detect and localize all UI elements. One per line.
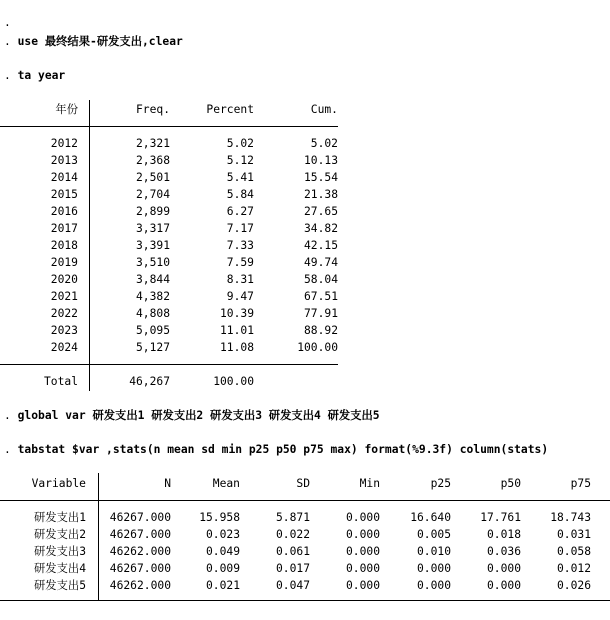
command-line-use [4, 35, 183, 49]
year-table-header-freq: Freq. [135, 103, 170, 116]
stat-table-bottom-rule [0, 600, 610, 601]
stat-table-header-sd: SD [296, 477, 310, 490]
year-table-total-percent: 100.00 [213, 375, 254, 388]
year-table-cell-cum: 49.74 [303, 256, 338, 269]
stat-table-header-min: Min [359, 477, 380, 490]
year-table-cell-year: 2017 [50, 222, 78, 235]
year-table-cell-percent: 11.01 [219, 324, 254, 337]
year-table-cell-freq: 2,368 [135, 154, 170, 167]
stat-table-cell-mean: 15.958 [199, 511, 240, 524]
year-table-cell-freq: 2,704 [135, 188, 170, 201]
stat-table-header-n: N [164, 477, 171, 490]
stat-table-header-variable: Variable [31, 477, 86, 490]
stat-table-cell-min: 0.000 [345, 579, 380, 592]
year-table-cell-cum: 34.82 [303, 222, 338, 235]
stat-table-cell-p75: 0.031 [556, 528, 591, 541]
stat-table-cell-variable: 研发支出2 [34, 528, 86, 541]
year-table-cell-cum: 42.15 [303, 239, 338, 252]
year-table-cell-percent: 9.47 [226, 290, 254, 303]
year-table-cell-freq: 3,317 [135, 222, 170, 235]
year-table-cell-freq: 3,844 [135, 273, 170, 286]
year-table-cell-year: 2012 [50, 137, 78, 150]
year-table-cell-cum: 67.51 [303, 290, 338, 303]
year-table-header-year: 年份 [55, 103, 78, 116]
stat-table-cell-n: 46267.000 [109, 562, 171, 575]
year-table-cell-freq: 4,808 [135, 307, 170, 320]
year-table-cell-cum: 77.91 [303, 307, 338, 320]
stat-table-cell-n: 46262.000 [109, 579, 171, 592]
year-table-cell-percent: 11.08 [219, 341, 254, 354]
stat-table-cell-n: 46267.000 [109, 528, 171, 541]
year-table-cell-cum: 88.92 [303, 324, 338, 337]
year-table-cell-cum: 10.13 [303, 154, 338, 167]
year-table-cell-year: 2019 [50, 256, 78, 269]
stat-table-cell-p25: 16.640 [410, 511, 451, 524]
year-table-header-cum: Cum. [310, 103, 338, 116]
year-table-cell-freq: 3,510 [135, 256, 170, 269]
stat-table-cell-p75: 0.012 [556, 562, 591, 575]
stat-table-cell-variable: 研发支出3 [34, 545, 86, 558]
stat-table-cell-p25: 0.000 [416, 562, 451, 575]
command-prompt: . [4, 69, 11, 82]
stat-table-cell-min: 0.000 [345, 562, 380, 575]
stat-table-cell-sd: 0.022 [275, 528, 310, 541]
year-table-cell-freq: 2,321 [135, 137, 170, 150]
command-text-use: use 最终结果-研发支出,clear [17, 35, 183, 48]
stat-table-cell-p50: 0.018 [486, 528, 521, 541]
stat-table-cell-p25: 0.000 [416, 579, 451, 592]
command-prompt: . [4, 35, 11, 48]
stat-table-header-mean: Mean [212, 477, 240, 490]
stat-table-cell-p50: 17.761 [480, 511, 521, 524]
year-table-cell-year: 2018 [50, 239, 78, 252]
year-table-header-rule [0, 126, 338, 127]
command-prompt: . [4, 409, 11, 422]
stat-table-header-rule [0, 500, 610, 501]
stat-table-cell-mean: 0.009 [205, 562, 240, 575]
year-table-cell-cum: 100.00 [297, 341, 338, 354]
stat-table-cell-sd: 5.871 [275, 511, 310, 524]
year-table-cell-percent: 6.27 [226, 205, 254, 218]
command-text-global: global var 研发支出1 研发支出2 研发支出3 研发支出4 研发支出5 [17, 409, 380, 422]
stat-table-cell-p75: 0.026 [556, 579, 591, 592]
year-table-cell-percent: 5.41 [226, 171, 254, 184]
year-table-cell-cum: 58.04 [303, 273, 338, 286]
command-line-tabstat [4, 443, 548, 457]
stat-table-cell-sd: 0.061 [275, 545, 310, 558]
year-table-cell-freq: 2,899 [135, 205, 170, 218]
year-table-cell-year: 2024 [50, 341, 78, 354]
year-table-cell-cum: 5.02 [310, 137, 338, 150]
year-table-cell-percent: 7.59 [226, 256, 254, 269]
stat-table-cell-p75: 18.743 [550, 511, 591, 524]
year-table-cell-freq: 3,391 [135, 239, 170, 252]
year-table-cell-cum: 27.65 [303, 205, 338, 218]
stat-table-cell-mean: 0.049 [205, 545, 240, 558]
year-table-cell-cum: 21.38 [303, 188, 338, 201]
stat-table-cell-sd: 0.017 [275, 562, 310, 575]
year-table-cell-freq: 4,382 [135, 290, 170, 303]
stat-table-cell-p50: 0.000 [486, 579, 521, 592]
year-table-cell-percent: 7.17 [226, 222, 254, 235]
stat-table-cell-sd: 0.047 [275, 579, 310, 592]
year-table-cell-year: 2021 [50, 290, 78, 303]
year-table-cell-year: 2016 [50, 205, 78, 218]
command-text-ta: ta year [17, 69, 66, 82]
year-table-cell-freq: 2,501 [135, 171, 170, 184]
year-table-total-freq: 46,267 [129, 375, 170, 388]
year-table-cell-year: 2023 [50, 324, 78, 337]
console-dot-line: . [4, 16, 11, 29]
stat-table-header-p75: p75 [570, 477, 591, 490]
year-table-header-percent: Percent [206, 103, 254, 116]
command-text-tabstat: tabstat $var ,stats(n mean sd min p25 p50 p75 max) format(%9.3f) column(stats) [17, 443, 549, 456]
year-table-total-year: Total [43, 375, 78, 388]
stat-table-cell-min: 0.000 [345, 511, 380, 524]
year-table-cell-year: 2020 [50, 273, 78, 286]
year-table-cell-cum: 15.54 [303, 171, 338, 184]
stat-table-cell-p25: 0.010 [416, 545, 451, 558]
year-table-cell-percent: 8.31 [226, 273, 254, 286]
command-prompt: . [4, 443, 11, 456]
stat-table-cell-variable: 研发支出4 [34, 562, 86, 575]
year-table-cell-year: 2014 [50, 171, 78, 184]
stat-table-header-p25: p25 [430, 477, 451, 490]
year-table-cell-year: 2015 [50, 188, 78, 201]
year-table-cell-percent: 5.84 [226, 188, 254, 201]
stat-table-cell-variable: 研发支出1 [34, 511, 86, 524]
year-table-cell-freq: 5,095 [135, 324, 170, 337]
year-table-cell-freq: 5,127 [135, 341, 170, 354]
stat-table-cell-min: 0.000 [345, 528, 380, 541]
command-line-global [4, 409, 380, 423]
year-table-cell-percent: 7.33 [226, 239, 254, 252]
year-table-cell-year: 2022 [50, 307, 78, 320]
stat-table-cell-n: 46267.000 [109, 511, 171, 524]
stat-table-cell-n: 46262.000 [109, 545, 171, 558]
stat-table-cell-min: 0.000 [345, 545, 380, 558]
stat-table-cell-variable: 研发支出5 [34, 579, 86, 592]
year-table-cell-percent: 5.02 [226, 137, 254, 150]
stat-table-cell-p50: 0.000 [486, 562, 521, 575]
year-table-cell-year: 2013 [50, 154, 78, 167]
stat-table-cell-p50: 0.036 [486, 545, 521, 558]
year-table-cell-percent: 10.39 [219, 307, 254, 320]
stat-table-cell-p75: 0.058 [556, 545, 591, 558]
year-table-total-rule [0, 364, 338, 365]
year-table-cell-percent: 5.12 [226, 154, 254, 167]
stat-table-cell-p25: 0.005 [416, 528, 451, 541]
stat-table-cell-mean: 0.021 [205, 579, 240, 592]
stat-table-header-p50: p50 [500, 477, 521, 490]
command-line-ta [4, 69, 65, 83]
stat-table-cell-mean: 0.023 [205, 528, 240, 541]
